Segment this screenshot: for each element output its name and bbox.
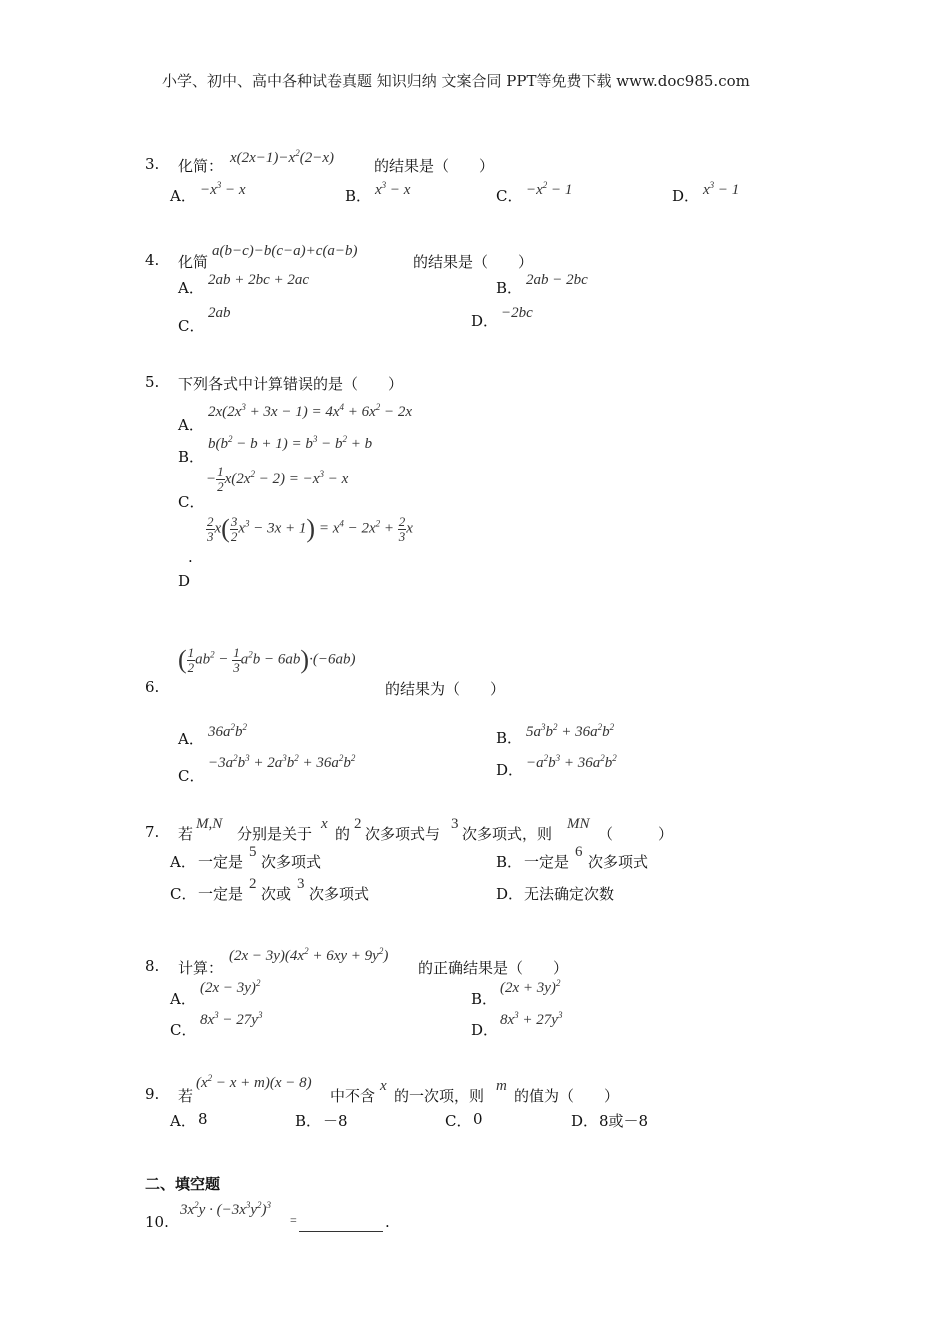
option-d-label[interactable]: D．	[471, 312, 499, 330]
option-a-label[interactable]: A．	[178, 416, 204, 434]
option-c-value[interactable]: $8x^3 - 27y^3$	[200, 1010, 263, 1028]
option-c-label[interactable]: C．	[178, 317, 205, 335]
question-number: 7.	[145, 823, 160, 841]
option-a-label[interactable]: A．	[170, 990, 196, 1008]
option-c-label[interactable]: C．	[445, 1112, 472, 1130]
option-c-value[interactable]: $-3a^2b^3 + 2a^3b^2 + 36a^2b^2$	[208, 753, 356, 771]
answer-blank[interactable]	[299, 1213, 383, 1232]
question-expression: ( $\frac{1}{2}$ $ab^2$ − $\frac{1}{3}$ $a^2b - 6ab)\cdot(-6ab)$	[178, 644, 356, 675]
question-number: 6.	[145, 678, 160, 696]
option-a-label[interactable]: A．	[170, 853, 196, 871]
stem-math: MN	[567, 816, 590, 832]
question-suffix: 的结果为（ ）	[385, 680, 506, 698]
option-a-value[interactable]: $-x^3 - x$	[200, 180, 246, 198]
option-b-text[interactable]: 一定是	[524, 853, 570, 871]
option-c-number[interactable]: 2	[249, 876, 257, 892]
stem-part: 中不含	[330, 1087, 376, 1105]
option-b-value[interactable]: 2ab − 2bc	[526, 272, 588, 288]
stem-math: M,N	[196, 816, 223, 832]
option-c-value[interactable]: 0	[473, 1110, 483, 1128]
option-b-label[interactable]: B．	[496, 729, 523, 747]
option-c-label[interactable]: C．	[170, 1021, 197, 1039]
stem-part: 的值为（ ）	[514, 1087, 620, 1105]
stem-part: 若	[178, 1087, 194, 1105]
option-b-label[interactable]: B．	[471, 990, 498, 1008]
option-b-value[interactable]: $(2x + 3y)^2$	[500, 978, 561, 996]
option-c-label[interactable]: C．	[496, 187, 523, 205]
option-a-number[interactable]: 5	[249, 844, 257, 860]
question-suffix: 的结果是（ ）	[374, 157, 495, 175]
option-c-text[interactable]: 次或	[261, 885, 292, 903]
option-a-value[interactable]: $(2x - 3y)^2$	[200, 978, 261, 996]
option-b-value[interactable]: －8	[323, 1112, 348, 1130]
question-stem: 下列各式中计算错误的是（ ）	[178, 375, 404, 393]
option-c-value[interactable]: 2ab	[208, 305, 231, 321]
page-header: 小学、初中、高中各种试卷真题 知识归纳 文案合同 PPT等免费下载 www.doc985.com	[162, 72, 750, 90]
question-expression: a(b−c)−b(c−a)+c(a−b)	[212, 243, 358, 259]
option-d-label[interactable]: D	[178, 572, 191, 590]
option-d-value[interactable]: $8x^3 + 27y^3$	[500, 1010, 563, 1028]
option-c-label[interactable]: C．	[178, 493, 205, 511]
option-b-label[interactable]: B．	[345, 187, 372, 205]
option-c-text[interactable]: 一定是	[198, 885, 244, 903]
option-c-label[interactable]: C．	[178, 767, 205, 785]
option-b-label[interactable]: B．	[496, 853, 523, 871]
question-expression: $(2x - 3y)(4x^2 + 6xy + 9y^2)$	[229, 946, 389, 964]
question-number: 5.	[145, 373, 160, 391]
option-b-value[interactable]: $b(b^2 - b + 1) = b^3 - b^2 + b$	[208, 434, 373, 452]
option-b-number[interactable]: 6	[575, 844, 583, 860]
option-a-label[interactable]: A．	[170, 1112, 196, 1130]
equals-sign: =	[290, 1213, 297, 1227]
option-a-value[interactable]: $36a^2b^2$	[208, 722, 247, 740]
option-d-label[interactable]: D．	[496, 761, 524, 779]
option-d-value[interactable]: $x^3 - 1$	[703, 180, 740, 198]
stem-math: m	[496, 1078, 507, 1094]
option-d-value[interactable]: −2bc	[501, 305, 533, 321]
option-d-label[interactable]: D．	[672, 187, 700, 205]
question-prefix: 计算：	[178, 959, 224, 977]
stem-math: $(x^2 - x + m)(x - 8)$	[196, 1073, 312, 1091]
question-expression: $x(2x-1)-x^2(2-x)$	[230, 148, 334, 166]
option-d-value[interactable]: $\frac{2}{3}$ x( $\frac{3}{2}$ $x^3 - 3x + 1) = x^4 - 2x^2$ + $\frac{2}{3}$ x	[207, 513, 413, 544]
question-prefix: 化简：	[178, 157, 224, 175]
stem-part: 次多项式与	[365, 825, 441, 843]
option-c-number[interactable]: 3	[297, 876, 305, 892]
option-d-label[interactable]: D．	[471, 1021, 499, 1039]
option-a-text[interactable]: 次多项式	[261, 853, 322, 871]
question-suffix: 的正确结果是（ ）	[418, 959, 569, 977]
stem-part: 的	[335, 825, 351, 843]
question-expression: $3x^2y \cdot (-3x^3y^2)^3$	[180, 1200, 272, 1218]
stem-part: 若	[178, 825, 194, 843]
stem-math: 2	[354, 816, 362, 832]
stem-math: 3	[451, 816, 459, 832]
end-period: .	[385, 1213, 390, 1231]
option-c-text[interactable]: 次多项式	[309, 885, 370, 903]
option-a-label[interactable]: A．	[170, 187, 196, 205]
stem-math: x	[380, 1078, 387, 1094]
option-d-value[interactable]: 8或－8	[599, 1112, 649, 1130]
option-a-value[interactable]: 2ab + 2bc + 2ac	[208, 272, 310, 288]
option-d-label[interactable]: D．	[496, 885, 524, 903]
option-d-label[interactable]: D．	[571, 1112, 599, 1130]
option-a-value[interactable]: 8	[198, 1110, 208, 1128]
option-d-value[interactable]: $-a^2b^3 + 36a^2b^2$	[526, 753, 617, 771]
stem-part: 的一次项，则	[394, 1087, 485, 1105]
option-a-value[interactable]: $2x(2x^3 + 3x - 1) = 4x^4 + 6x^2 - 2x$	[208, 402, 413, 420]
option-a-label[interactable]: A．	[178, 279, 204, 297]
option-c-label[interactable]: C．	[170, 885, 197, 903]
option-b-label[interactable]: B．	[178, 448, 205, 466]
option-a-label[interactable]: A．	[178, 730, 204, 748]
option-b-label[interactable]: B．	[496, 279, 523, 297]
option-d-dot: .	[188, 548, 193, 566]
question-number: 4.	[145, 251, 160, 269]
section-title: 二、填空题	[145, 1175, 221, 1193]
stem-part: 次多项式，则	[462, 825, 553, 843]
stem-part: 分别是关于	[237, 825, 313, 843]
question-number: 9.	[145, 1085, 160, 1103]
question-number: 3.	[145, 155, 160, 173]
question-number: 10.	[145, 1213, 169, 1231]
option-b-text[interactable]: 次多项式	[588, 853, 649, 871]
option-c-value[interactable]: − $\frac{1}{2}$ $x(2x^2 - 2) = -x^3 - x$	[206, 464, 349, 494]
option-a-text[interactable]: 一定是	[198, 853, 244, 871]
option-d-text[interactable]: 无法确定次数	[524, 885, 615, 903]
stem-math: x	[321, 816, 328, 832]
option-b-label[interactable]: B．	[295, 1112, 322, 1130]
option-b-value[interactable]: $x^3 - x$	[375, 180, 411, 198]
question-suffix: 的结果是（ ）	[413, 253, 534, 271]
question-number: 8.	[145, 957, 160, 975]
question-prefix: 化简	[178, 253, 209, 271]
option-c-value[interactable]: $-x^2 - 1$	[526, 180, 573, 198]
stem-part: （ ）	[598, 825, 674, 843]
option-b-value[interactable]: $5a^3b^2 + 36a^2b^2$	[526, 722, 615, 740]
